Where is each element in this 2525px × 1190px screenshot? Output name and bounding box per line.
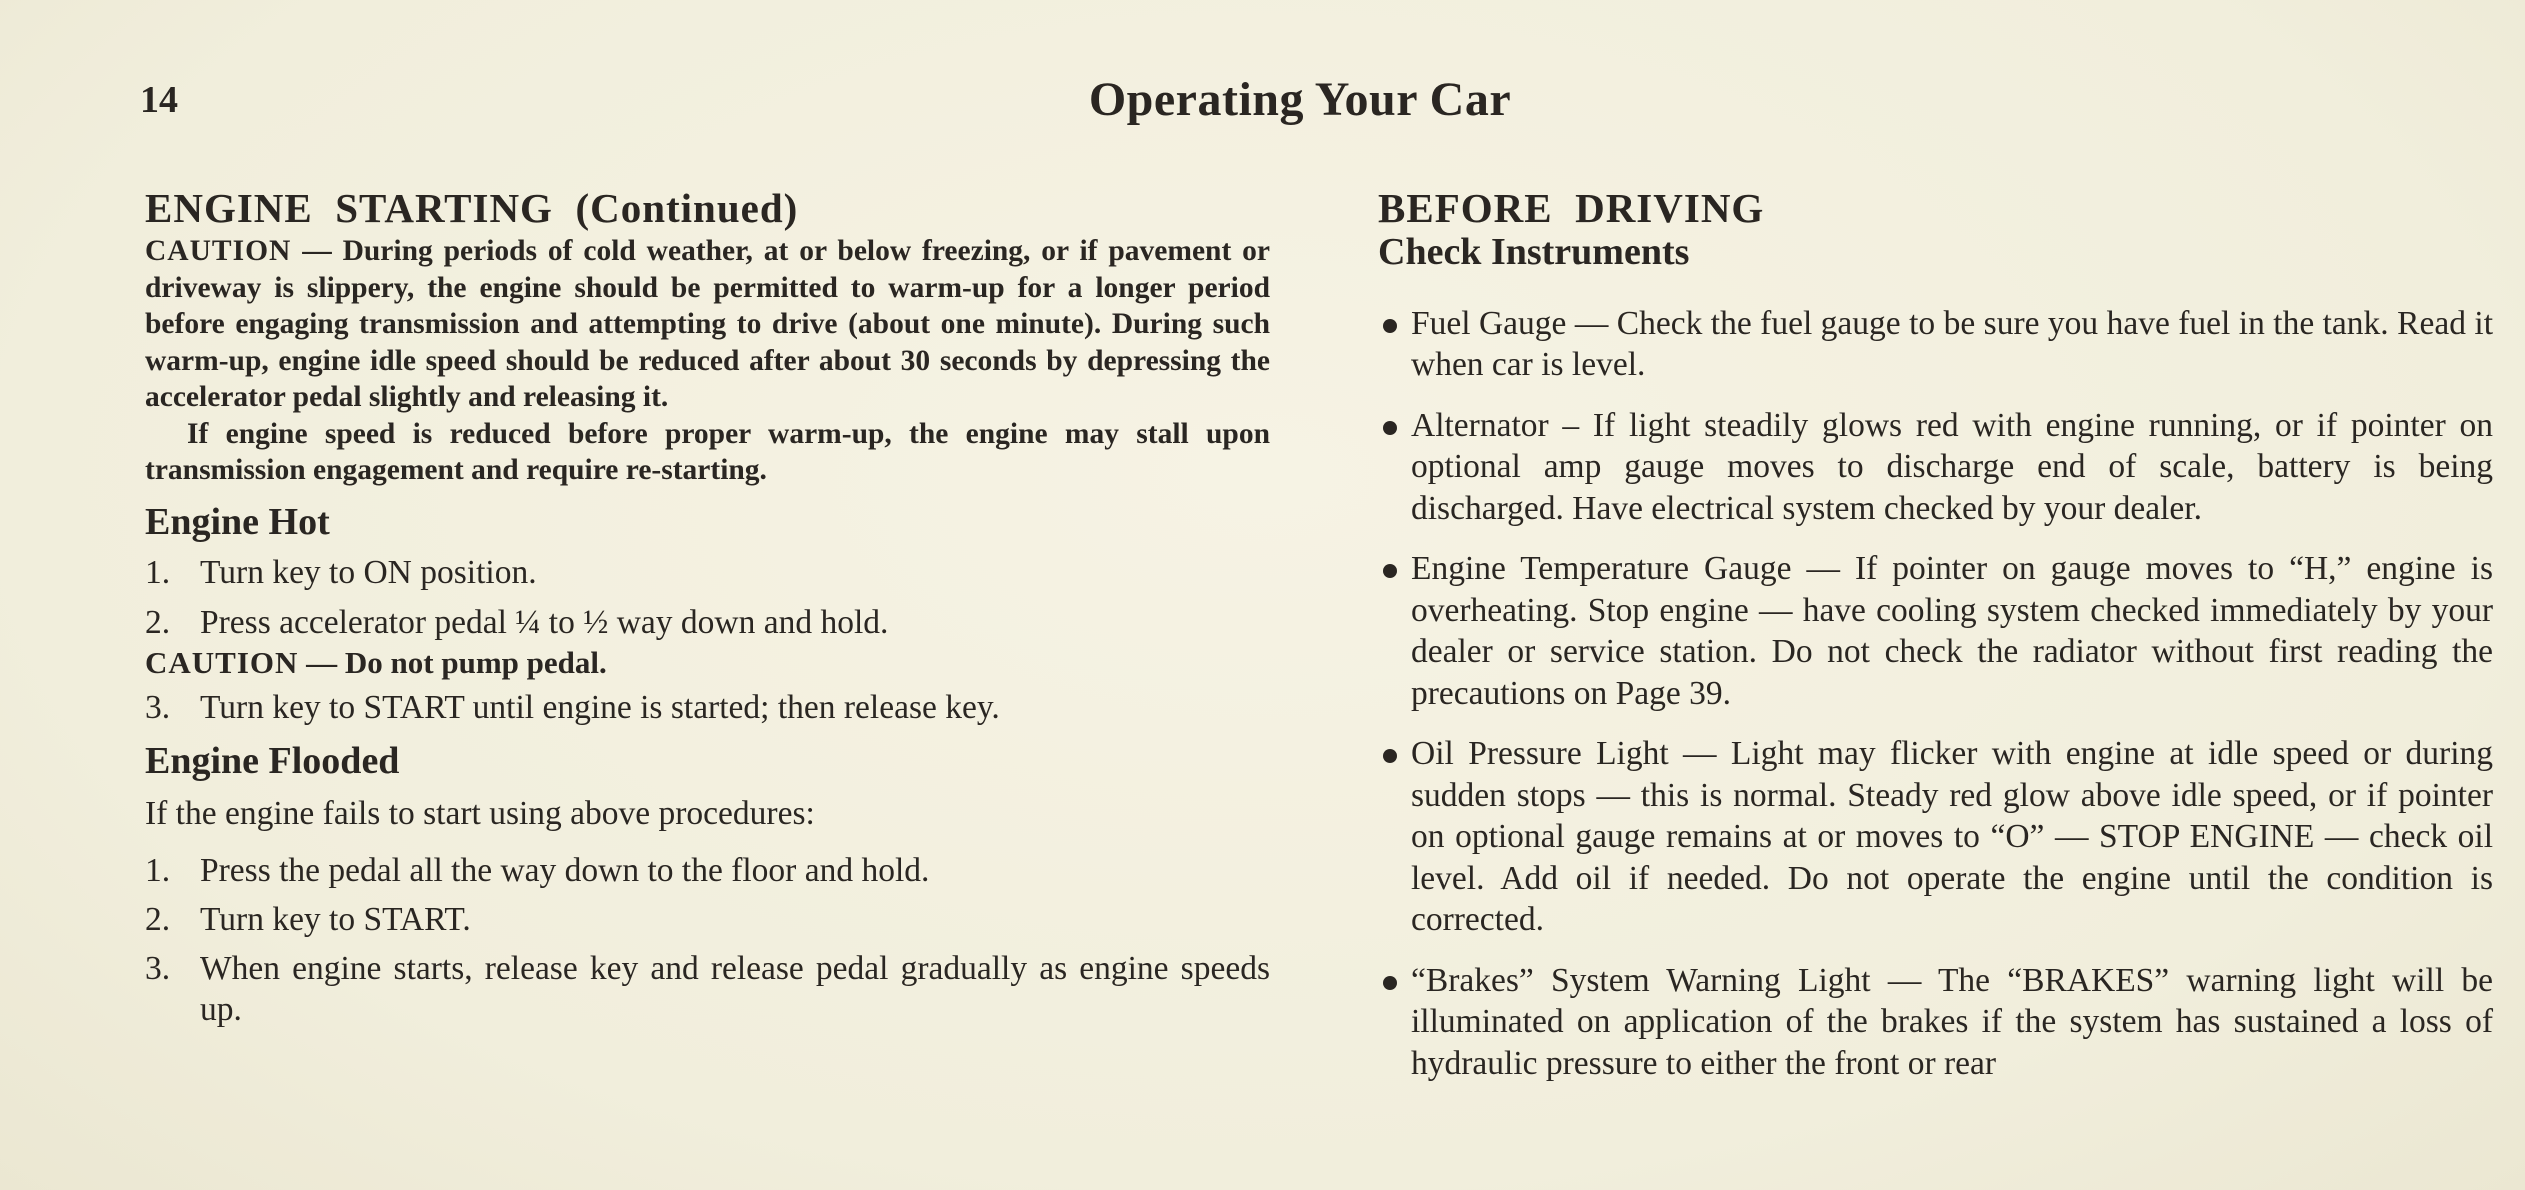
step-text: Press accelerator pedal ¼ to ½ way down and hold. <box>200 604 889 642</box>
engine-flooded-intro: If the engine fails to start using above procedures: <box>145 794 815 832</box>
list-item <box>1378 960 2493 1085</box>
right-column <box>1378 186 2493 1084</box>
bullet-icon <box>1378 548 1411 714</box>
brakes-warning-text: “Brakes” System Warning Light — The “BRAKES” warning light will be illuminated on application of the brakes if the system has sustained a loss of hydraulic pressure to either the front or rear <box>1411 961 2493 1082</box>
list-item <box>145 687 1270 728</box>
oil-pressure-text: Oil Pressure Light — Light may flicker with engine at idle speed or during sudden stops — this is normal. Steady red glow above idle speed, or if pointer on optional gauge remains at or moves to “O” — STOP ENGINE — check oil level. Add oil if needed. Do not operate the engine until the condition is corrected. <box>1411 735 2493 939</box>
list-item <box>145 850 1270 891</box>
list-item <box>1378 303 2493 386</box>
caution-label: CAUTION <box>145 235 292 268</box>
list-item <box>1378 548 2493 714</box>
page-title: Operating Your Car <box>1088 73 1512 126</box>
caution-text: — Do not pump pedal. <box>298 645 607 681</box>
step-number: 1. <box>145 851 171 889</box>
cold-weather-caution <box>145 233 1270 416</box>
engine-hot-heading: Engine Hot <box>145 500 330 543</box>
engine-temperature-text: Engine Temperature Gauge — If pointer on gauge moves to “H,” engine is overheating. Stop engine — have cooling system checked immediately by your dealer or service station. Do not check the radiator without first reading the precautions on Page 39. <box>1411 550 2493 712</box>
warm-up-warning: If engine speed is reduced before proper warm-up, the engine may stall upon transmission engagement and require re-starting. <box>145 417 1270 487</box>
page-number: 14 <box>140 79 178 121</box>
step-text: Turn key to START until engine is started; then release key. <box>200 689 1000 727</box>
check-instruments-heading: Check Instruments <box>1378 231 1690 274</box>
bullet-icon <box>1378 733 1411 941</box>
alternator-text: Alternator – If light steadily glows red with engine running, or if pointer on optional amp gauge moves to discharge end of scale, battery is being discharged. Have electrical system checked by your dealer. <box>1411 406 2493 527</box>
left-column <box>145 186 1270 1030</box>
section-title-before-driving: BEFORE DRIVING <box>1378 185 1765 231</box>
step-text: Press the pedal all the way down to the floor and hold. <box>200 851 930 889</box>
list-item <box>145 552 1270 593</box>
step-text: When engine starts, release key and release pedal gradually as engine speeds up. <box>200 949 1270 1028</box>
engine-hot-steps <box>145 552 1270 643</box>
caution-label: CAUTION <box>145 645 299 681</box>
engine-flooded-steps <box>145 850 1270 1030</box>
engine-flooded-heading: Engine Flooded <box>145 740 400 783</box>
list-item <box>1378 405 2493 530</box>
step-number: 3. <box>145 689 171 727</box>
list-item <box>1378 733 2493 941</box>
engine-hot-steps-continued <box>145 687 1270 728</box>
pump-pedal-caution <box>145 643 1270 683</box>
bullet-icon <box>1378 960 1411 1085</box>
bullet-icon <box>1378 405 1411 530</box>
caution-text: — During periods of cold weather, at or below freezing, or if pavement or driveway is slippery, the engine should be permitted to warm-up for a longer period before engaging transmission and attempting to drive (about one minute). During such warm-up, engine idle speed should be reduced after about 30 seconds by depressing the accelerator pedal slightly and releasing it. <box>145 235 1270 414</box>
list-item <box>145 948 1270 1030</box>
step-text: Turn key to ON position. <box>200 554 537 592</box>
step-number: 2. <box>145 604 171 642</box>
instrument-checklist <box>1378 303 2493 1085</box>
bullet-icon <box>1378 303 1411 386</box>
step-number: 3. <box>145 949 171 987</box>
list-item <box>145 899 1270 940</box>
section-title-engine-starting: ENGINE STARTING (Continued) <box>145 185 799 231</box>
step-number: 2. <box>145 900 171 938</box>
fuel-gauge-text: Fuel Gauge — Check the fuel gauge to be sure you have fuel in the tank. Read it when car is level. <box>1411 304 2493 384</box>
step-text: Turn key to START. <box>200 900 471 938</box>
list-item <box>145 602 1270 643</box>
step-number: 1. <box>145 554 171 592</box>
